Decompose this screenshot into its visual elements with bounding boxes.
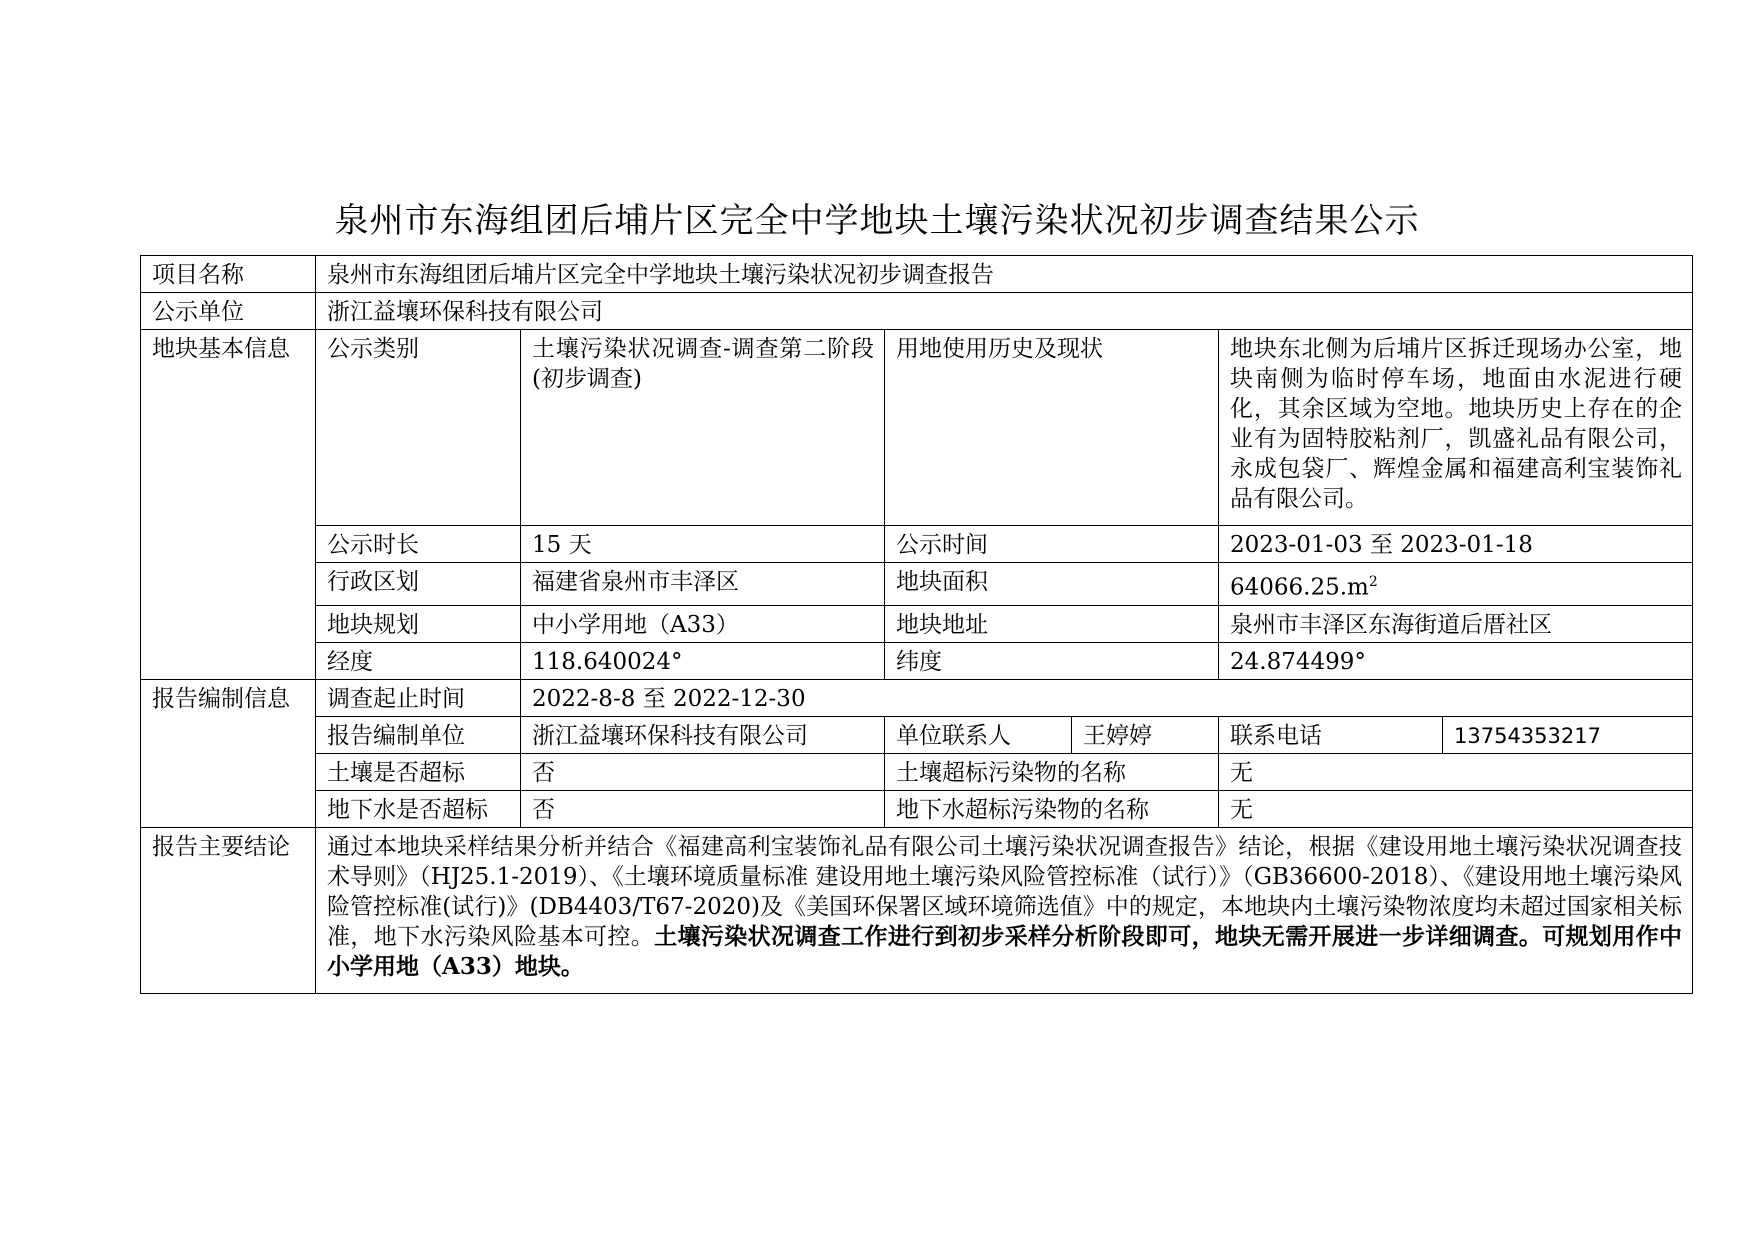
category-value: 土壤污染状况调查-调查第二阶段(初步调查): [521, 330, 885, 526]
longitude-value: 118.640024°: [521, 642, 885, 679]
report-org-value: 浙江益壤环保科技有限公司: [521, 716, 885, 753]
period-label: 公示时间: [885, 526, 1219, 563]
site-info-section-label: 地块基本信息: [141, 330, 316, 680]
groundwater-exceed-value: 否: [521, 790, 885, 827]
project-name-value: 泉州市东海组团后埔片区完全中学地块土壤污染状况初步调查报告: [316, 256, 1693, 293]
report-org-label: 报告编制单位: [316, 716, 521, 753]
address-value: 泉州市丰泽区东海街道后厝社区: [1219, 605, 1693, 642]
conclusion-label: 报告主要结论: [141, 827, 316, 993]
table-row: [141, 642, 1693, 679]
area-value: $64066.25.m^2$: [1219, 563, 1693, 606]
conclusion-text-bold: 土壤污染状况调查工作进行到初步采样分析阶段即可，地块无需开展进一步详细调查。可规划用作中小学用地（A33）地块。: [327, 922, 1683, 980]
district-value: 福建省泉州市丰泽区: [521, 563, 885, 606]
groundwater-pollutant-value: 无: [1219, 790, 1693, 827]
page-title: 泉州市东海组团后埔片区完全中学地块土壤污染状况初步调查结果公示: [334, 201, 1420, 241]
conclusion-text: [316, 827, 1693, 993]
survey-period-label: 调查起止时间: [316, 679, 521, 716]
conclusion-text-normal: 通过本地块采样结果分析并结合《福建高利宝装饰礼品有限公司土壤污染状况调查报告》结论，根据《建设用地土壤污染状况调查技术导则》（HJ25.1-2019）、《土壤环境质量标准 建设用地土壤污染风险管控标准（试行）》（GB36600-2018）、《建设用地土壤污染风险管控标准(试行)》(DB4403/T67-2020)及《美国环保署区域环境筛选值》中的规定，本地块内土壤污染物浓度均未超过国家相关标准，地下水污染风险基本可控。: [327, 833, 1683, 950]
project-name-label: 项目名称: [141, 256, 316, 293]
table-row: [141, 256, 1693, 293]
publisher-value: 浙江益壤环保科技有限公司: [316, 293, 1693, 330]
publisher-label: 公示单位: [141, 293, 316, 330]
soil-exceed-label: 土壤是否超标: [316, 753, 521, 790]
planning-value: 中小学用地（A33）: [521, 605, 885, 642]
history-label: 用地使用历史及现状: [885, 330, 1219, 526]
latitude-label: 纬度: [885, 642, 1219, 679]
table-row: [141, 563, 1693, 606]
soil-pollutant-value: 无: [1219, 753, 1693, 790]
soil-pollutant-label: 土壤超标污染物的名称: [885, 753, 1219, 790]
report-info-section-label: 报告编制信息: [141, 679, 316, 827]
history-value: 地块东北侧为后埔片区拆迁现场办公室，地块南侧为临时停车场，地面由水泥进行硬化，其余区域为空地。地块历史上存在的企业有为固特胶粘剂厂，凯盛礼品有限公司，永成包袋厂、辉煌金属和福建高利宝装饰礼品有限公司。: [1219, 330, 1693, 526]
duration-label: 公示时长: [316, 526, 521, 563]
latitude-value: 24.874499°: [1219, 642, 1693, 679]
groundwater-exceed-label: 地下水是否超标: [316, 790, 521, 827]
duration-value: 15 天: [521, 526, 885, 563]
address-label: 地块地址: [885, 605, 1219, 642]
phone-value: 13754353217: [1443, 716, 1693, 753]
period-value: 2023-01-03 至 2023-01-18: [1219, 526, 1693, 563]
table-row: [141, 605, 1693, 642]
planning-label: 地块规划: [316, 605, 521, 642]
soil-exceed-value: 否: [521, 753, 885, 790]
contact-value: 王婷婷: [1072, 716, 1219, 753]
area-label: 地块面积: [885, 563, 1219, 606]
groundwater-pollutant-label: 地下水超标污染物的名称: [885, 790, 1219, 827]
category-label: 公示类别: [316, 330, 521, 526]
table-row: [141, 753, 1693, 790]
disclosure-table: [140, 255, 1693, 994]
table-row: [141, 716, 1693, 753]
phone-label: 联系电话: [1219, 716, 1443, 753]
table-row: [141, 293, 1693, 330]
table-row: [141, 330, 1693, 526]
table-row: [141, 790, 1693, 827]
survey-period-value: 2022-8-8 至 2022-12-30: [521, 679, 1693, 716]
table-row: [141, 679, 1693, 716]
district-label: 行政区划: [316, 563, 521, 606]
table-row: [141, 526, 1693, 563]
contact-label: 单位联系人: [885, 716, 1072, 753]
table-row: [141, 827, 1693, 993]
longitude-label: 经度: [316, 642, 521, 679]
